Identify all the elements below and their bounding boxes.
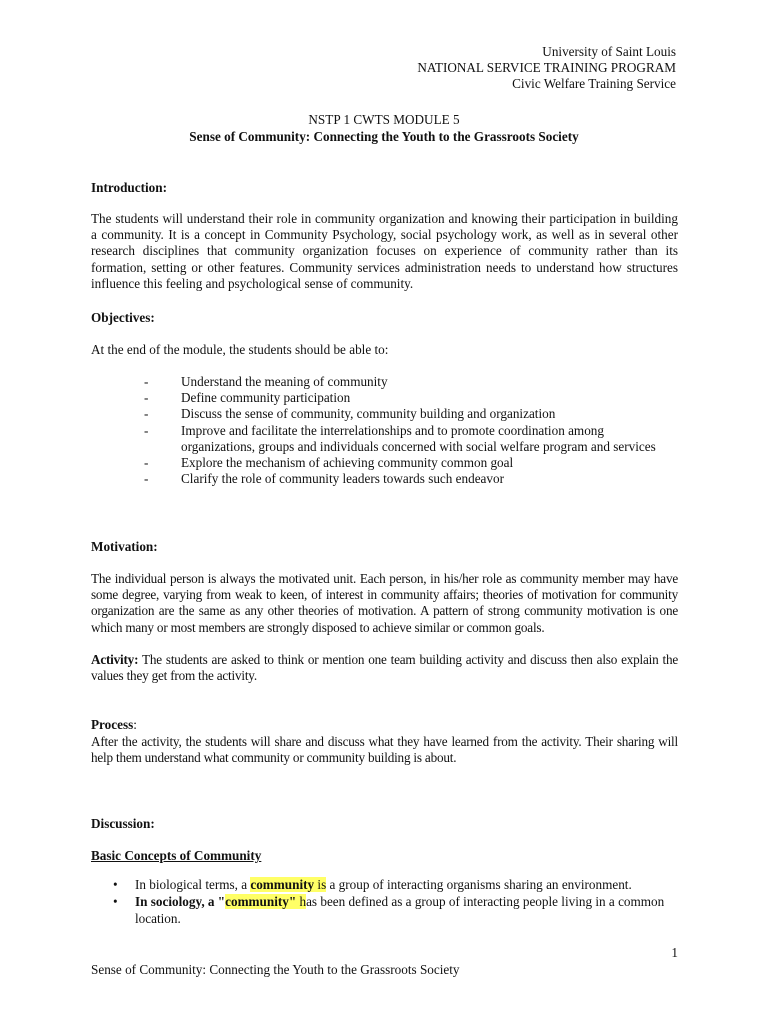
objective-text: Understand the meaning of community <box>181 374 388 389</box>
dash-marker: - <box>144 374 149 389</box>
motivation-paragraph: The individual person is always the motivated unit. Each person, in his/her role as community member may have some degree, varying from weak to keen, of interest in community affairs; theories of motivation for community organization are the same as any other theories of motivation. A pattern of strong community motivation is one which many or most members are strongly disposed to achieve similar or common goals. <box>91 571 678 635</box>
objective-text: Improve and facilitate the interrelationships and to promote coordination among organizations, groups and individuals concerned with social welfare program and services <box>181 422 656 454</box>
document-header <box>417 44 676 92</box>
concept-text: In biological terms, a <box>135 877 251 892</box>
highlighted-term <box>250 877 326 892</box>
university-name: University of Saint Louis <box>542 44 676 59</box>
highlighted-bold: community" <box>225 893 297 909</box>
highlighted-plain: h <box>296 893 307 909</box>
objective-text: Discuss the sense of community, community building and organization <box>181 406 556 422</box>
discussion-heading: Discussion: <box>91 816 155 831</box>
objectives-list <box>91 374 678 487</box>
objectives-heading: Objectives: <box>91 310 155 325</box>
list-item <box>91 406 678 422</box>
list-item <box>91 877 678 894</box>
highlighted-bold: community <box>250 877 315 892</box>
page-footer: Sense of Community: Connecting the Youth to the Grassroots Society <box>91 962 460 977</box>
dash-marker: - <box>144 406 149 422</box>
page-number: 1 <box>671 945 678 960</box>
objectives-intro: At the end of the module, the students should be able to: <box>91 342 389 357</box>
list-item <box>91 390 678 406</box>
activity-label: Activity: <box>91 652 139 667</box>
objective-text: Define community participation <box>181 390 351 406</box>
list-item <box>91 455 678 471</box>
introduction-heading: Introduction: <box>91 180 167 195</box>
list-item <box>91 471 678 487</box>
activity-text: The students are asked to think or mention one team building activity and discuss then also explain the values they get from the activity. <box>91 652 678 684</box>
bullet-marker: • <box>113 877 118 892</box>
process-colon: : <box>133 717 137 732</box>
objective-text: Explore the mechanism of achieving community common goal <box>181 455 514 471</box>
list-item <box>91 374 678 390</box>
program-name: NATIONAL SERVICE TRAINING PROGRAM <box>417 60 676 75</box>
process-label: Process <box>91 717 134 732</box>
concept-text: a group of interacting organisms sharing an environment. <box>326 877 632 892</box>
highlighted-plain: is <box>314 877 327 892</box>
module-title: NSTP 1 CWTS MODULE 5 <box>308 112 460 127</box>
concept-text: In sociology, a " <box>135 893 226 909</box>
module-subtitle: Sense of Community: Connecting the Youth to the Grassroots Society <box>189 129 579 144</box>
dash-marker: - <box>144 422 149 438</box>
introduction-paragraph: The students will understand their role in community organization and knowing their participation in building a community. It is a concept in Community Psychology, social psychology work, as well as in several other research disciplines that community organization focuses on experience of community rather than its formation, setting or other features. Community services administration needs to understand how structures influence this feeling and psychological sense of community. <box>91 211 678 291</box>
process-paragraph: After the activity, the students will share and discuss what they have learned from the activity. Their sharing will help them understand what community or community building is about. <box>91 734 678 766</box>
highlighted-term <box>225 894 306 909</box>
dash-marker: - <box>144 455 149 471</box>
objective-text: Clarify the role of community leaders towards such endeavor <box>181 471 504 487</box>
bullet-marker: • <box>113 893 118 909</box>
dash-marker: - <box>144 471 149 487</box>
process-label-line <box>91 717 678 733</box>
activity-paragraph <box>91 652 678 684</box>
dash-marker: - <box>144 390 149 406</box>
concept-text: as been defined as a group of interacting people living in a common location. <box>135 893 665 926</box>
list-item <box>91 894 678 928</box>
concepts-list <box>91 877 678 927</box>
basic-concepts-heading: Basic Concepts of Community <box>91 848 262 863</box>
service-name: Civic Welfare Training Service <box>512 76 676 91</box>
list-item <box>91 423 678 455</box>
motivation-heading: Motivation: <box>91 539 158 554</box>
